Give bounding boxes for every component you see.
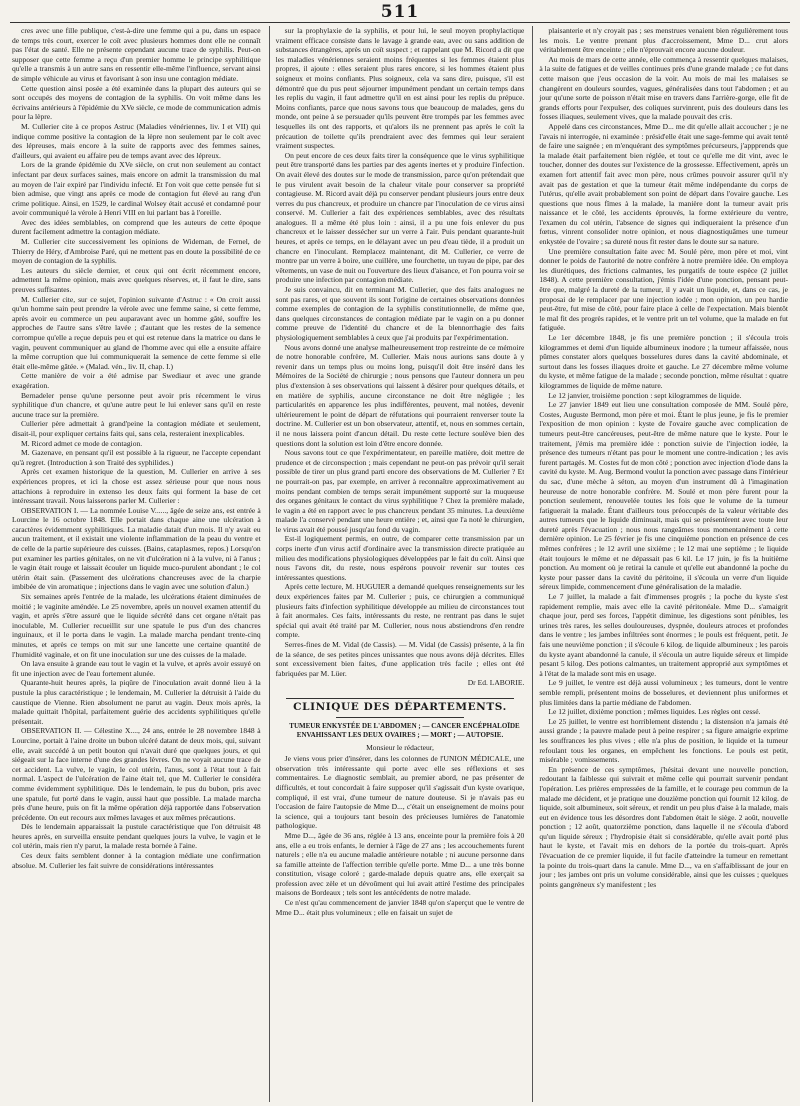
paragraph: M. Ricord admet ce mode de contagion. bbox=[21, 438, 143, 448]
paragraph: Appelé dans ces circonstances, Mme D... me dit qu'elle allait accoucher ; je ne l'avais ni interrogée, ni examinée : présid'elle était une sage-femme qui avait tenté de faire une saignée ; en m'enquérant des symptômes précurseurs, j'appprends que la malade était parfaitement bien réglée, et tout ce qu'elle me dit vint, avec le toucher, donner des doutes sur l'existence de la grossesse. Effectivement, après un examen fort attentif fait avec mon père, nous crûmes pouvoir assurer qu'il n'y avait pas de gestation et que la tumeur était même indépendante du corps de l'utérus, qu'elle avait probablement son point de départ dans l'ovaire gauche. Les questions que nous fîmes à la malade, la manière dont la tumeur avait pris naissance et le côté, les accidents éprouvés, la forme extérieure du ventre, l'examen du col utérin, l'absence de signes qui indiqueraient la présence d'un fœtus, vinrent consolider notre opinion, et nous diagnostiquâmes une tumeur enkystée de l'ovaire ; sa dureté nous fit rester dans le doute sur sa nature. bbox=[539, 121, 789, 247]
page-number: 511 bbox=[380, 2, 420, 22]
header-rule bbox=[10, 22, 790, 23]
section-title: CLINIQUE DES DÉPARTEMENTS. bbox=[293, 700, 507, 713]
paragraph: Avec des idées semblables, on comprend que les auteurs de cette époque durent facilement admettre la contagion médiate. bbox=[12, 217, 261, 237]
paragraph: OBSERVATION II. — Célestine X...., 24 ans, entrée le 28 novembre 1848 à Lourcine, portait à l'aine droite un bubon ulcéré datant de deux mois, qui, suivant elle, avait succédé à un petit bouton qui n'avait duré que quelques jours, et qui siégeait sur la face interne d'une des grandes lèvres. On ne voyait aucune trace de cet accident. La vulve, le vagin, le col utérin, l'anus, sont à l'état tout à fait normal. L'aspect de l'ulcération de l'aine était tel, que M. Cullerier le considéra comme évidemment syphilitique. Dès le lendemain, le pus du bubon, pris avec une spatule, fut porté dans le vagin, aussi haut que possible. La malade marcha près d'une heure, puis on fit la même opération déjà rapportée dans l'observation précédente. On eut recours aux mêmes lavages et aux mêmes précautions. bbox=[12, 726, 261, 822]
paragraph: Nous avons donné une analyse malheureusement trop restreinte de ce mémoire de notre honorable confrère, M. Cullerier. Mais nous aurions sans doute à y revenir dans un temps plus ou moins long, puisqu'il doit être inséré dans les Mémoires de la Société de chirurgie ; nous pensons que l'auteur donnera un peu plus d'extension à ses observations qui laissent à désirer pour quelques détails, et en matière de syphilis, aucune circonstance ne doit être négligée ; les particularités en apparence les plus indifférentes, peuvent, mal notées, devenir ultérieurement le point de départ de réfutations qui pourraient renverser toute la doctrine. M. Cullerier est un bon observateur, attentif, et, nous en sommes certain, il ne nous laissera point d'ancun détail. Du reste cette lecture soulève bien des questions dont la solution est loin d'être encore donnée. bbox=[275, 342, 525, 448]
section-rule-top bbox=[286, 698, 515, 699]
paragraph: Le 27 janvier 1849 eut lieu une consultation composée de MM. Soulé père, Costes, Auguste Bermond, mon père et moi. Étant le plus jeune, je fis le premier l'exposition de mon opinion : kyste de l'ovaire gauche avec complication de tumeurs peut-être cancéreuses, peut-être de même nature que le kyste. Pour le traitement, j'émis ma première idée : ponction suivie de l'injection iodée, la présence des tumeurs n'étant pas pour le moment une contre-indication ; les avis furent partagés. M. Costes fut de mon côté ; ponction avec injection d'iode dans la cavité du kyste. M. Aug. Bermond voulut la ponction avec passage dans l'intérieur du sac, d'une mèche à séton, au moyen d'un instrument dû à l'imagination heureuse de notre honorable confrère. M. Soulé et mon père furent pour la ponction seulement, renouvelée toutes les fois que le volume de la tumeur fatiguerait la malade. Étant d'ailleurs tous préoccupés de la valeur véritable des autres tumeurs que le liquide diminuait, mais qui se présentèrent avec toute leur dureté après l'évacuation ; nous nous rangeâmes tous momentanément à cette dernière opinion. Le 25 février je fis une cinquième ponction en présence de ces mêmes confrères ; le 12 avril une sixième ; le 12 mai une septième ; le liquide était toujours le même et ne dépassait pas 6 kil. Le 17 juin, je fis la huitième ponction. Au moment où je retirai la canule et qu'elle eut abandonné la poche du kyste pour passer dans la cavité du péritoine, il s'écoula un verre d'un liquide séreux limpide, commencement d'une généralisation de la maladie. bbox=[539, 400, 789, 592]
paragraph: Après cette lecture, M. HUGUIER a demandé quelques renseignements sur les deux expériences faites par M. Cullerier ; puis, ce chirurgien a communiqué plusieurs faits d'infection syphilitique développée au milieu de circonstances tout à fait anormales. Ces faits, intéressants du reste, ne rentrant pas dans le sujet spécial qui avait été traité par M. Cullerier, nous nous abstiendrons d'en rendre compte. bbox=[275, 582, 525, 640]
paragraph: On peut encore de ces deux faits tirer la conséquence que le virus syphilitique peut être transporté dans les parties par des agents inertes et y produire l'infection. On avait élevé des doutes sur le mode de transmission, parce qu'on prétendait que le pus virulent avait besoin de la chaleur vitale pour conserver sa propriété contagieuse. M. Ricord avait déjà pu conserver pendant plusieurs jours entre deux verres du pus chancreux, et produire un chancre par l'inoculation de ce virus ainsi conservé. M. Cullerier a fait des expériences semblables, avec des résultats analogues. Il a même été plus loin : ainsi, il a pu une fois enlever du pus chancreux et le laisser dessécher sur un verre à l'air. Puis pendant quarante-huit heures, et après ce temps, en le délayant avec un peu d'eau tiède, il a produit un chancre en l'inoculant. Remplacez maintenant, dit M. Cullerier, ce verre de montre par un verre à boire, une cuillère, une fourchette, un tuyau de pipe, par des vêtements, un vase de nuit ou l'ouverture des lieux d'aisance, et l'on pourra voir se produire une infection par contagion médiate. bbox=[275, 150, 525, 285]
paragraph: M. Cullerier cite à ce propos Astruc (Maladies vénériennes, liv. I et VII) qui indique comme positive la contagion de la lèpre non seulement par le coït avec des lépreuses, mais encore à la suite de rapports avec des femmes saines, d'ailleurs, qui avaient eu affaire peu de temps avant avec des lépreux. bbox=[12, 121, 261, 160]
paragraph: Mme D..., âgée de 36 ans, réglée à 13 ans, enceinte pour la première fois à 20 ans, elle a eu trois enfants, le dernier à l'âge de 27 ans ; les accouchements furent naturels ; elle n'a eu aucune maladie antérieure notable ; ni aucune personne dans sa famille atteinte de l'affection terrible qu'elle porte. Mme D... a une très bonne constitution, visage coloré ; garde-malade depuis quatre ans, elle exerçait sa profession avec zèle et un dévoûment qui lui avait attiré l'estime des principales maisons de Bordeaux ; tels sont les antécédents de notre malade. bbox=[275, 830, 525, 898]
paragraph: Les auteurs du siècle dernier, et ceux qui ont écrit récemment encore, admettent la même opinion, mais avec quelques réserves, et, il faut le dire, sans preuves suffisantes. bbox=[12, 265, 261, 295]
paragraph: On lava ensuite à grande eau tout le vagin et la vulve, et après avoir essuyé on fit une injection avec de l'eau fortement alunée. bbox=[12, 659, 261, 678]
paragraph: Est-il logiquement permis, en outre, de comparer cette transmission par un corps inerte d'un virus actif d'ordinaire avec la transmission directe pratiquée au milieu des modifications physiologiques développées par le fait du coït. Ainsi que nous l'avons dit, du reste, nous espérons pouvoir revenir sur toutes ces intéressantes questions. bbox=[275, 534, 525, 582]
columns bbox=[12, 26, 788, 1102]
paragraph: En présence de ces symptômes, j'hésitai devant une nouvelle ponction, redoutant la faiblesse qui suivrait et même celle qui pourrait survenir pendant l'opération. Les prières empressées de la famille, et le courage peu commun de la malade me décident, et je pratique une douzième ponction qui fournit 12 kilog. de liquide, soit albumineux, soit séreux, et rendit un peu plus d'aise à la malade, mais eut en évidence tous les désordres dont l'abdomen était le siège. 2 août, nouvelle ponction ; 12 août, quatorzième ponction, dans laquelle il ne s'écoula d'abord qu'un liquide séreux ; l'hydropisie était si considérable, qu'elle avait porté plus haut le kyste, et l'avait mis en dehors de la portée du trois-quart. Après l'évacuation de ce premier liquide, il fut facile d'atteindre la tumeur en remettant la pointe du trois-quart dans la canule. Mme D..., va en s'affaiblissant de jour en jour ; les jambes ont pris un volume considérable, ainsi que les cuisses ; quelques points gangréneux s'y manifestent ; les bbox=[539, 764, 789, 889]
column-2 bbox=[269, 26, 525, 1102]
paragraph: Le 1er décembre 1848, je fis une première ponction ; il s'écoula trois kilogrammes et demi d'un liquide albumineux inodore ; la tumeur affaissée, nous pûmes constater alors quelques bosselures dures dans la cavité abdominale, et surtout dans les fosses iliaques droite et gauche. Le 27 décembre même volume du kyste, et même fatigue de la malade ; seconde ponction, même résultat : quatre kilogrammes de liquide de même nature. bbox=[539, 333, 789, 390]
paragraph: M. Cullerier cite successivement les opinions de Wideman, de Fernel, de Thierry de Héry, d'Ambroise Paré, qui ne mettent pas en doute la possibilité de ce moyen de contagion de la syphilis. bbox=[12, 237, 261, 266]
article-signature: Dr Ed. LABORIE. bbox=[467, 678, 525, 688]
paragraph: Ce n'est qu'au commencement de janvier 1848 qu'on s'aperçut que le ventre de Mme D... était plus volumineux ; elle en faisait un sujet de bbox=[275, 898, 525, 917]
paragraph: M. Cullerier cite, sur ce sujet, l'opinion suivante d'Astruc : « On croit aussi qu'un homme sain peut prendre la vérole avec une femme saine, si cette femme, après avoir eu commerce un peu auparavant avec un homme gâté, souffre les approches de l'autre sans s'être lavée ; d'autant que les restes de la semence corrompue qu'elle a reçue depuis peu et qui est retenue dans la matrice ou dans le vagin, peuvent communiquer au gland de l'homme avec qui elle a ensuite affaire la même corruption que lui communiquerait la semence de cette femme si elle était elle-même gâtée. » (Malad. vén., liv. II, chap. I.) bbox=[12, 294, 261, 371]
paragraph: Cette question ainsi posée a été examinée dans la plupart des auteurs qui se sont occupés des moyens de contagion de la syphilis. On voit même dans les écrivains antérieurs à l'épidémie du XVe siècle, ce mode de communication admis pour la lèpre. bbox=[12, 83, 261, 122]
paragraph: Le 25 juillet, le ventre est horriblement distendu ; la distension n'a jamais été aussi grande ; la pauvre malade peut à peine respirer ; sa figure amaigrie exprime les souffrances les plus vives ; elle n'a plus de position, le liquide et la tumeur refoulant tous les organes, en empêchent les fonctions. Le pouls est petit, misérable ; vomissements. bbox=[539, 716, 789, 765]
paragraph: Je suis convaincu, dit en terminant M. Cullerier, que des faits analogues ne sont pas rares, et que souvent ils sont l'origine de certaines observations données comme exemples de contagion de la syphilis constitutionnelle, de même que, dans quelques circonstances de contagion médiate par le vagin on a pu donner comme preuve de l'identité du chancre et de la blennorrhagie des faits physiologiquement semblables à ceux que j'ai produits par l'expérimentation. bbox=[275, 285, 525, 342]
paragraph: Une première consultation faite avec M. Soulé père, mon père et moi, vint donner le poids de l'autorité de notre confrère à notre première idée. On employa les diurétiques, des frictions calmantes, les purgatifs de toute espèce (2 juillet 1848). A cette première consultation, j'émis l'idée d'une ponction, pensant peut-être que, malgré la dureté de la tumeur, il y avait un liquide, et, dans ce cas, je proposai de le remplacer par une injection iodée ; mon opinion, un peu hardie peut-être, fut mise de côté, pour faire place à celle de l'expectation. Mais bientôt le mal fit des progrès rapides, et le ventre prit un tel volume, que la malade en fut fatiguée. bbox=[539, 246, 789, 333]
paragraph: plaisanterie et n'y croyait pas ; ses menstrues venaient bien régulièrement tous les mois. Le ventre prenant plus d'accroissement, Mme D... crut alors véritablement être enceinte ; elle n'éprouvait encore aucune douleur. bbox=[539, 26, 789, 55]
paragraph: cres avec une fille publique, c'est-à-dire une femme qui a pu, dans un espace de temps très court, exercer le coït avec plusieurs hommes dont elle ne connaît pas l'état de santé. Elle ne présente cependant aucune trace de syphilis. Peut-on supposer que cette femme a reçu d'un premier homme le principe syphilitique qu'elle a transmis à un autre sans en ressentir elle-même l'influence, servant ainsi de simple véhicule au virus et favorisant à son insu une contagion médiate. bbox=[12, 26, 261, 83]
case-title: TUMEUR ENKYSTÉE DE L'ABDOMEN ; — CANCER ENCÉPHALOÏDE ENVAHISSANT LES DEUX OVAIRES ; — MORT ; — AUTOPSIE. bbox=[289, 721, 520, 739]
paragraph: Serres-fines de M. Vidal (de Cassis). — M. Vidal (de Cassis) présente, à la fin de la séance, de ses petites pinces unissantes que nous avons déjà décrites. Elles sont excessivement bien faites, d'une application très facile ; elles ont été fabriquées par M. Lüer. bbox=[275, 640, 525, 678]
paragraph: Le 7 juillet, la malade a fait d'immenses progrès ; la poche du kyste s'est rapidement remplie, mais avec elle la cavité péritonéale. Mme D... s'amaigrit chaque jour, perd ses forces, l'appétit diminue, les digestions sont pénibles, les urines très rares, les selles douloureuses, dyspnée, douleurs atroces et profondes dans le ventre ; les jambes infiltrées sont énormes ; le pouls est fréquent, petit. Je fais une neuvième ponction ; il s'écoule 6 kilog. de liquide albumineux ; les parois du kyste ayant abandonné la canule, il s'écoula un autre liquide séreux et limpide pesant 5 kilog. Des potions calmantes, un traitement approprié aux symptômes et à l'état de la malade sont mis en usage. bbox=[539, 592, 789, 678]
paragraph: Au mois de mars de cette année, elle commença à ressentir quelques malaises, à la suite de fatigues et de veilles continues près d'une grande malade ; ce fut dans cette maison que j'eus occasion de la voir. Au mois de mai les malaises se changèrent en douleurs sourdes, vagues, généralisées dans tout l'abdomen ; et au jour qu'une sorte de poisson n'était mise en travers dans l'arrière-gorge, elle fit de grands efforts pour l'expulser, des coliques survinrent, puis des douleurs dans les fosses iliaques, seulement vives, que la malade pouvait des cris. bbox=[539, 54, 789, 122]
paragraph: Cette manière de voir a été admise par Swediaur et avec une grande exagération. bbox=[12, 371, 261, 390]
paragraph: sur la prophylaxie de la syphilis, et pour lui, le seul moyen prophylactique vraiment efficace consiste dans le lavage à grande eau, avec ou sans addition de substances étrangères, après un coït suspect ; et rappelant que M. Ricord a dit que les maladies vénériennes seraient moins fréquentes si les femmes étaient plus propres, il ajoute : elles seraient plus rares encore, si les hommes étaient plus soigneux et moins confiants. Plus soigneux, cela va sans dire, puisque, s'il est démontré que du pus peut séjourner impunément pendant un certain temps dans les replis du vagin, il faut admettre qu'il en est ainsi pour les replis du prépuce. Moins confiants, parce que nous savons tous que beaucoup de malades, gens du monde, ont peine à se persuader qu'ils peuvent être trompés par les femmes avec lesquelles ils ont des rapports, et qu'alors ils ne prennent pas après le coït la précaution de toilette qu'ils prendraient avec des femmes qui leur seraient vraiment suspectes. bbox=[275, 26, 525, 151]
paragraph: Bernadeler pense qu'une personne peut avoir pris récemment le virus syphilitique d'un chancre, et qu'une autre peut le lui enlever sans qu'il en reste aucune trace sur la première. bbox=[12, 390, 261, 419]
paragraph: Quarante-huit heures après, la piqûre de l'inoculation avait donné lieu à la pustule la plus caractéristique ; le lendemain, M. Cullerier la détruisit à l'aide du caustique de Vienne. Rien absolument ne parut au vagin. Deux mois après, la malade quittait l'hôpital, parfaitement guérie des accidents syphilitiques qu'elle présentait. bbox=[12, 678, 261, 726]
paragraph: Ces deux faits semblent donner à la contagion médiate une confirmation absolue. M. Cullerier les fait suivre de considérations intéressantes bbox=[12, 851, 261, 870]
column-2-article-end bbox=[276, 26, 525, 678]
paragraph: Après cet examen historique de la question, M. Cullerier en arrive à ses expériences propres, et ici la chose est assez sérieuse pour que nous nous attachions à reproduire in extenso les deux faits qui forment la base de cet intéressant travail. Nous laisserons parler M. Cullerier : bbox=[12, 467, 261, 506]
column-1 bbox=[12, 26, 261, 1102]
paragraph: Le 12 juillet, dixième ponction ; mêmes liquides. Les règles ont cessé. bbox=[548, 707, 761, 717]
paragraph: Cullerier père admettait à grand'peine la contagion médiate et seulement, disait-il, pour expliquer certains faits qui, sans cela, resteraient inexplicables. bbox=[12, 419, 261, 438]
paragraph: Le 9 juillet, le ventre est déjà aussi volumineux ; les tumeurs, dont le ventre semble rempli, présentent moins de bosselures, et deviennent plus uniformes et plus limitées dans la partie médiane de l'abdomen. bbox=[539, 678, 789, 707]
section-header bbox=[276, 698, 525, 718]
paragraph: Je viens vous prier d'insérer, dans les colonnes de l'UNION MÉDICALE, une observation très intéressante qui porte avec elle ses réflexions et ses commentaires. Le diagnostic semblait, au premier abord, ne pas présenter de difficultés, et tout concordait à faire supposer qu'il s'agissait d'un kyste ovarique, compliqué, il est vrai, d'une tumeur de nature douteuse. Si je n'avais pas eu l'occasion de faire l'autopsie de Mme D..., c'était un enseignement de moins pour la science, qui a toujours tant besoin des précieuses lumières de l'anatomie pathologique. bbox=[275, 754, 525, 831]
paragraph: Six semaines après l'entrée de la malade, les ulcérations étaient diminuées de moitié ; le vaginite améndée. Le 25 novembre, après un nouvel examen attentif du vagin, et après s'être assuré que le liquide sécrété dans cet organe n'était pas inoculable, M. Cullerier recueillit sur une spatule le pus d'un des chancres inguinaux, et il le porta dans le vagin. La malade marcha pendant trente-cinq minutes, et après ce temps on mit sur une lancette une certaine quantité de l'humidité vaginale, et on fit une inoculation sur une des cuisses de la malade. bbox=[12, 592, 261, 659]
salutation: Monsieur le rédacteur, bbox=[366, 742, 434, 752]
paragraph: M. Gazenave, en pensant qu'il est possible à la rigueur, ne l'accepte cependant qu'à regret. (Introduction à son Traité des syphilides.) bbox=[12, 448, 261, 467]
paragraph: OBSERVATION I. — La nommée Louise V......, âgée de seize ans, est entrée à Lourcine le 16 octobre 1848. Elle portait dans chaque aine une ulcération à caractères évidemment syphilitiques. La maladie datait d'un mois. Il n'y avait eu aucun traitement, et il existait une violente inflammation de la peau du ventre et de celle de la partie supérieure des cuisses. (Bains, cataplasmes, repos.) Lorsqu'on put examiner les parties génitales, on ne vit d'ulcération ni à la vulve, ni à l'anus ; le vagin était rouge et laissait écouler un liquide muco-purulent abondant ; le col utérin était sain. (Passement des ulcérations chancreuses avec de la charpie imbibée de vin aromatique ; injections dans le vagin avec une solution d'alun.) bbox=[12, 505, 261, 592]
section-rule-bottom bbox=[336, 717, 465, 718]
paragraph: Dès le lendemain apparaissait la pustule caractéristique que l'on détruisit 48 heures après, en surveilla ensuite pendant quelques jours la vulve, le vagin et le col utérin, mais rien n'y parut, la malade resta bornée à l'aine. bbox=[12, 822, 261, 851]
paragraph: Lors de la grande épidémie du XVe siècle, on crut non seulement au contact infectant par deux surfaces saines, mais encore on admit la transmission du mal au moyen de l'air expiré par l'individu infecté. Et l'on voit que cette pensée fut si bien admise, que vingt ans après ce mode de contagion fut élevé au rang d'un crime politique. Ainsi, en 1529, le cardinal Wolsey était accusé et condamné pour avoir communiqué la vérole à Henri VIII en lui parlant bas à l'oreille. bbox=[12, 160, 261, 218]
column-3 bbox=[532, 26, 788, 1102]
paragraph: Le 12 janvier, troisième ponction : sept kilogrammes de liquide. bbox=[548, 390, 742, 400]
paragraph: Nous savons tout ce que l'expérimentateur, en pareille matière, doit mettre de prudence et de circonspection ; mais cependant ne peut-on pas prévoir qu'il serait possible de tirer un plus grand parti encore des observations de M. Cullerier ? Et ne pourrait-on pas, par exemple, en arriver à reconnaître approximativement au moins pendant combien de temps serait impunément supporté sur la muqueuse des organes génitaux le contact du virus syphilitique ? Chez la première malade, le vagin a été en rapport avec le pus chancreux pendant 35 minutes. La deuxième malade l'a conservé pendant une heure entière ; et, ainsi que l'a noté le chirurgien, le virus avait été poussé jusqu'au fond du vagin. bbox=[275, 448, 525, 534]
column-2-new-article bbox=[276, 754, 525, 917]
